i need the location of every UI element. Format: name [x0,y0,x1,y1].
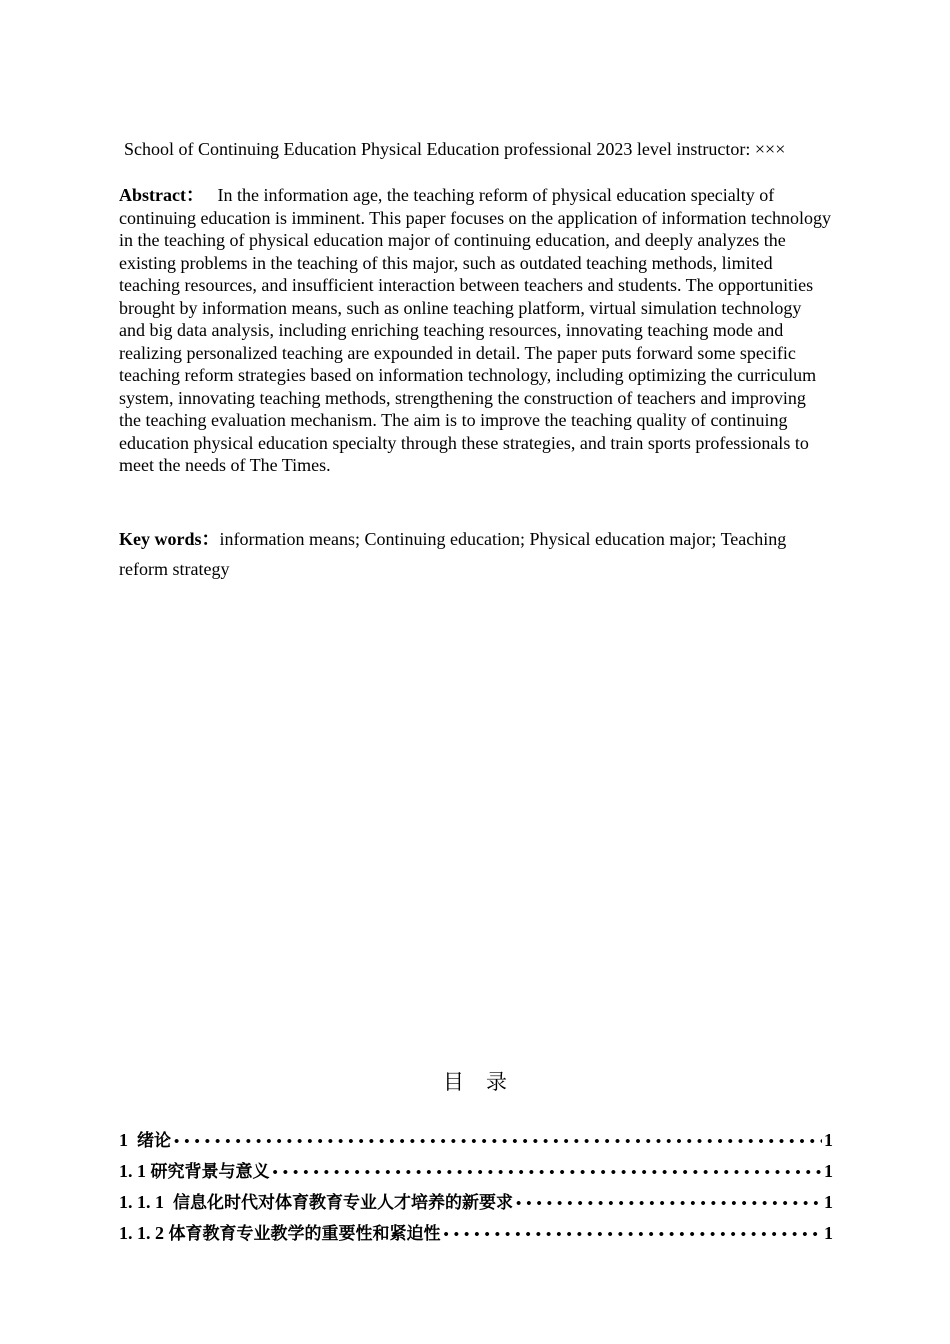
keywords-label: Key words： [119,529,220,549]
toc-entry[interactable] [119,1219,833,1250]
toc-entry-page: 1 [824,1161,833,1181]
toc-entry-number: 1. 1 [119,1161,146,1181]
keywords-paragraph [119,524,831,584]
toc-leader-dots [444,1228,823,1243]
toc-entry-title: 研究背景与意义 [150,1162,270,1182]
toc-entry-page: 1 [824,1223,833,1243]
author-byline: School of Continuing Education Physical Education professional 2023 level instructor: ××× [124,139,786,159]
abstract-text: In the information age, the teaching reform of physical education specialty of continuing education is imminent. This paper focuses on the application of information technology in the teaching of physical education major of continuing education, and deeply analyzes the existing problems in the teaching of this major, such as outdated teaching methods, limited teaching resources, and insufficient interaction between teachers and students. The opportunities brought by information means, such as online teaching platform, virtual simulation technology and big data analysis, including enriching teaching resources, innovating teaching mode and realizing personalized teaching are expounded in detail. The paper puts forward some specific teaching reform strategies based on information technology, including optimizing the curriculum system, innovating teaching methods, strengthening the construction of teachers and improving the teaching evaluation mechanism. The aim is to improve the teaching quality of continuing education physical education specialty through these strategies, and train sports professionals to meet the needs of The Times. [119,185,832,475]
toc-leader-dots [516,1197,822,1212]
toc-title: 目录 [443,1070,529,1094]
toc-entry[interactable] [119,1126,833,1157]
toc-entry-title: 信息化时代对体育教育专业人才培养的新要求 [173,1193,513,1213]
toc-entry-page: 1 [824,1130,833,1150]
toc-entry-number: 1. 1. 2 [119,1223,164,1243]
toc-entry-title: 体育教育专业教学的重要性和紧迫性 [168,1224,441,1244]
toc-leader-dots [174,1135,822,1150]
toc-entry-number: 1 [119,1130,128,1150]
toc-leader-dots [273,1166,823,1181]
toc-entry[interactable] [119,1188,833,1219]
toc-entry-page: 1 [824,1192,833,1212]
toc-entry-number: 1. 1. 1 [119,1192,164,1212]
abstract-paragraph [119,184,831,477]
toc-entry-title: 绪论 [137,1131,171,1151]
table-of-contents [119,1126,833,1250]
toc-entry[interactable] [119,1157,833,1188]
keywords-text: information means; Continuing education; Physical education major; Teaching reform strategy [119,529,787,579]
abstract-label: Abstract： [119,185,204,205]
